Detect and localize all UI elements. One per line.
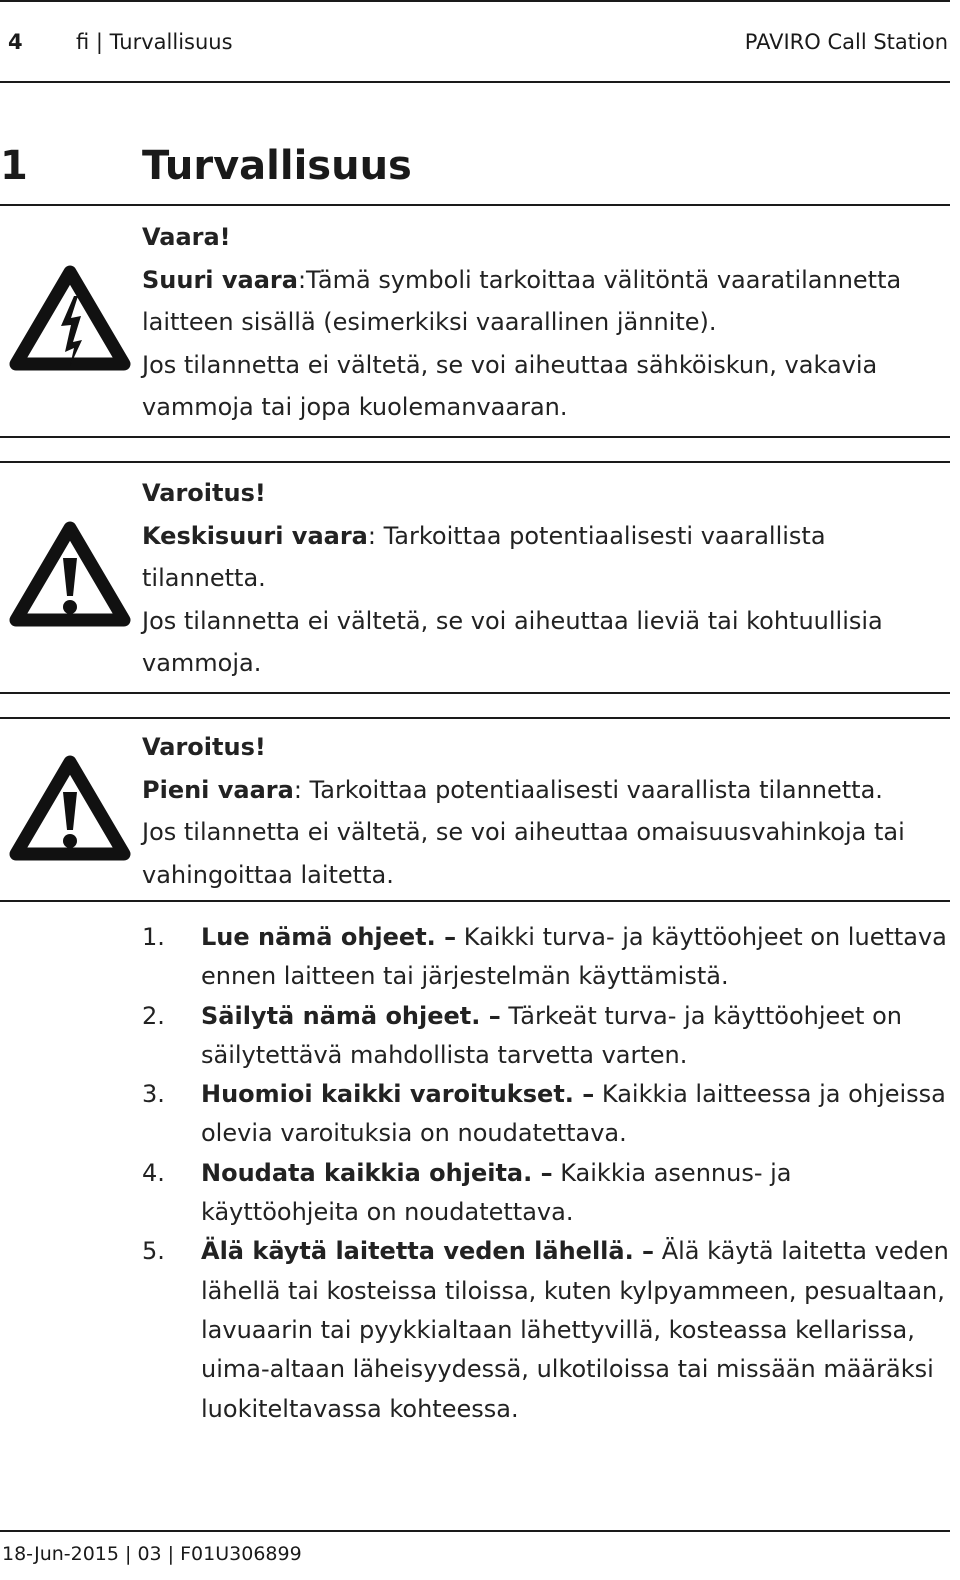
chapter-rule	[0, 204, 950, 206]
list-item	[142, 997, 950, 1076]
electrical-hazard-icon	[8, 262, 132, 378]
safety-instructions-list	[142, 918, 950, 1429]
warning-consequence: Jos tilannetta ei vältetä, se voi aiheuttaa sähköiskun, vakavia vammoja tai jopa kuolemanvaaran.	[142, 350, 878, 421]
list-number: 5.	[142, 1237, 165, 1266]
warning-divider	[0, 436, 950, 438]
top-border-rule	[0, 0, 950, 2]
list-item	[142, 1075, 950, 1154]
warning-divider	[0, 717, 950, 719]
exclamation-warning-icon	[8, 518, 132, 634]
hazard-level-label: Pieni vaara	[142, 775, 294, 804]
label-separator: :	[367, 521, 384, 550]
label-separator: :	[293, 775, 310, 804]
list-item	[142, 918, 950, 997]
warning-divider	[0, 900, 950, 902]
hazard-level-label: Suuri vaara	[142, 265, 298, 294]
warning-heading: Varoitus!	[142, 733, 266, 761]
header-rule	[0, 81, 950, 83]
list-item	[142, 1232, 950, 1428]
section-label: fi | Turvallisuus	[76, 30, 233, 54]
warning-low	[142, 726, 942, 896]
warning-description	[142, 515, 942, 600]
product-name: PAVIRO Call Station	[744, 30, 948, 54]
page-number: 4	[8, 30, 23, 54]
warning-consequence: Jos tilannetta ei vältetä, se voi aiheuttaa omaisuusvahinkoja tai vahingoittaa laitetta.	[142, 818, 905, 889]
chapter-title: Turvallisuus	[142, 143, 412, 189]
warning-consequence: Jos tilannetta ei vältetä, se voi aiheuttaa lieviä tai kohtuullisia vammoja.	[142, 606, 883, 677]
instruction-title: Noudata kaikkia ohjeita. –	[201, 1158, 553, 1187]
instruction-title: Älä käytä laitetta veden lähellä. –	[201, 1237, 655, 1266]
warning-description	[142, 259, 942, 344]
warning-heading: Varoitus!	[142, 479, 266, 507]
list-number: 3.	[142, 1080, 165, 1109]
instruction-text: Kaikkia asennus- ja käyttöohjeita on noudatettava.	[201, 1158, 792, 1227]
warning-text: Tarkoittaa potentiaalisesti vaarallista tilannetta.	[309, 775, 883, 804]
warning-text: Tarkoittaa potentiaalisesti vaarallista tilannetta.	[142, 521, 826, 592]
instruction-title: Säilytä nämä ohjeet. –	[201, 1001, 501, 1030]
label-separator: :	[297, 265, 307, 294]
list-item	[142, 1154, 950, 1233]
instruction-text: Kaikki turva- ja käyttöohjeet on luettava ennen laitteen tai järjestelmän käyttämistä.	[201, 923, 947, 991]
warning-divider	[0, 692, 950, 694]
instruction-text: Älä käytä laitetta veden lähellä tai kosteissa tiloissa, kuten kylpyammeen, pesualtaan, lavuaarin tai pyykkialtaan lähettyvillä, kosteassa kellarissa, uima-altaan läheisyydessä, ulkotiloissa tai missään määräksi luokiteltavassa kohteessa.	[201, 1237, 949, 1423]
instruction-title: Huomioi kaikki varoitukset. –	[201, 1080, 595, 1109]
footer-info: 18-Jun-2015 | 03 | F01U306899	[2, 1543, 302, 1565]
list-number: 2.	[142, 1001, 165, 1030]
warning-heading: Vaara!	[142, 223, 231, 251]
instruction-text: Kaikkia laitteessa ja ohjeissa olevia varoituksia on noudatettava.	[201, 1080, 946, 1148]
exclamation-warning-icon	[8, 752, 132, 868]
footer-rule	[0, 1530, 950, 1532]
list-number: 4.	[142, 1158, 165, 1187]
warning-medium	[142, 472, 942, 685]
warning-text: Tämä symboli tarkoittaa välitöntä vaaratilannetta laitteen sisällä (esimerkiksi vaarallinen jännite).	[142, 265, 902, 336]
warning-danger	[142, 216, 942, 429]
list-number: 1.	[142, 923, 165, 951]
chapter-number: 1	[0, 143, 28, 189]
warning-description	[142, 769, 942, 812]
hazard-level-label: Keskisuuri vaara	[142, 521, 368, 550]
instruction-text: Tärkeät turva- ja käyttöohjeet on säilytettävä mahdollista tarvetta varten.	[201, 1001, 902, 1069]
warning-divider	[0, 461, 950, 463]
instruction-title: Lue nämä ohjeet. –	[201, 923, 457, 951]
